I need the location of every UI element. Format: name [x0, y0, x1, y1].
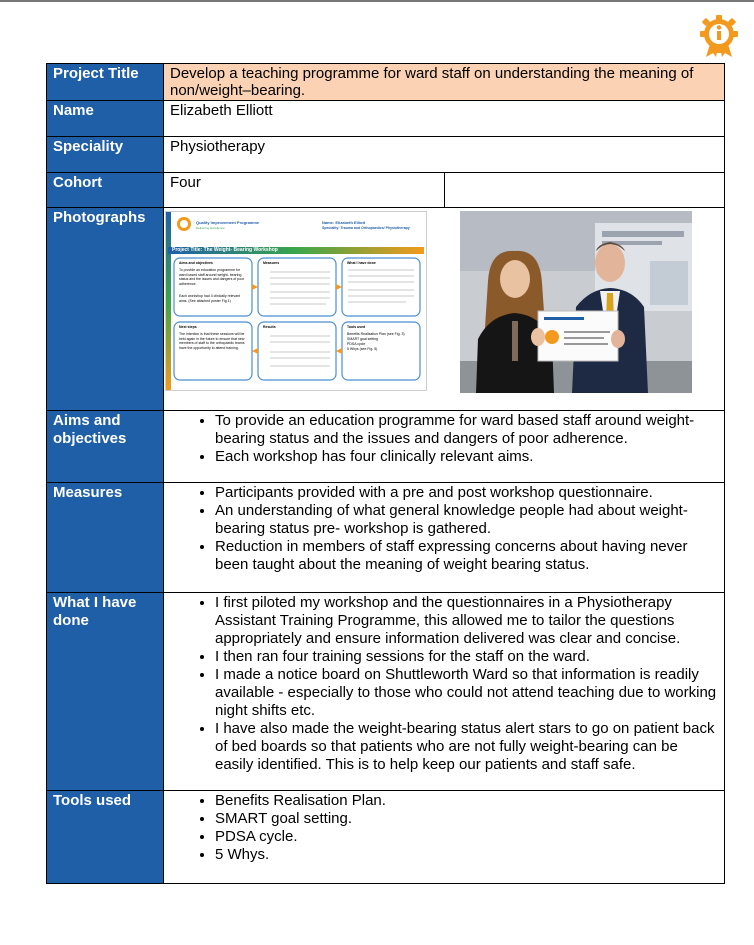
aims-list: [170, 412, 718, 466]
speciality-row: [47, 137, 725, 173]
tools-item: • Benefits Realisation Plan.: [215, 792, 718, 810]
cohort-row: [47, 173, 725, 208]
tools-label: Tools used: [47, 791, 164, 884]
measures-label: Measures: [47, 483, 164, 593]
project-title-value: Develop a teaching programme for ward staff on understanding the meaning of non/weight–bearing.: [164, 64, 725, 101]
aims-row: [47, 411, 725, 483]
tools-list: [170, 792, 718, 864]
cohort-value: Four: [164, 173, 445, 208]
poster-thumbnail: [165, 211, 427, 391]
speciality-label: Speciality: [47, 137, 164, 173]
top-rule: [0, 0, 754, 2]
done-item: • I then ran four training sessions for the staff on the ward.: [215, 648, 718, 666]
poster-header-title: Quality Improvement Programme: [196, 220, 260, 225]
name-value: Elizabeth Elliott: [164, 101, 725, 137]
poster-box-title-aims: Aims and objectives: [179, 261, 213, 265]
aims-item: • Each workshop has four clinically relevant aims.: [215, 448, 718, 466]
poster-speciality: Speciality: Trauma and Orthopaedics/ Physiotherapy: [322, 226, 410, 230]
poster-aims-text-2: Each workshop had 4 clinically relevant aims. (See attached poster Fig.1): [179, 294, 241, 303]
project-title-label: Project Title: [47, 64, 164, 101]
cohort-label: Cohort: [47, 173, 164, 208]
done-row: [47, 593, 725, 791]
done-list: [170, 594, 718, 774]
quality-improvement-logo-icon: [697, 14, 741, 58]
poster-tools-list: Benefits Realisation Plan (see Fig. 3) SMART goal setting PDSA cycle 5 Whys (see Fig. 5): [347, 332, 405, 351]
poster-box-title-done: What I have done: [347, 261, 376, 265]
measures-row: [47, 483, 725, 593]
poster-box-title-measures: Measures: [263, 261, 280, 265]
measures-item: • Reduction in members of staff expressing concerns about having never been taught about the meaning of weight bearing status.: [215, 538, 718, 574]
cohort-empty-cell: [444, 173, 725, 208]
name-row: [47, 101, 725, 137]
poster-next-text: The intention is that these sessions will be held again in the future to ensure that new members of staff to the orthopaedic teams have the opportunity to attend training.: [179, 332, 245, 350]
aims-cell: [164, 411, 725, 483]
tools-item: • 5 Whys.: [215, 846, 718, 864]
tools-row: [47, 791, 725, 884]
measures-list: [170, 484, 718, 574]
aims-item: • To provide an education programme for ward based staff around weight-bearing status and the issues and dangers of poor adherence.: [215, 412, 718, 448]
poster-box-title-tools: Tools used: [347, 325, 366, 329]
measures-item: • An understanding of what general knowledge people had about weight-bearing status pre- workshop is gathered.: [215, 502, 718, 538]
poster-project-bar: Project Title: The Weight- Bearing Workshop: [172, 247, 278, 253]
aims-label: Aims and objectives: [47, 411, 164, 483]
poster-name: Name: Elizabeth Elliott: [322, 220, 366, 225]
done-item: • I made a notice board on Shuttleworth Ward so that information is readily available - especially to those who could not attend teaching due to working night shifts etc.: [215, 666, 718, 720]
measures-item: • Participants provided with a pre and post workshop questionnaire.: [215, 484, 718, 502]
poster-header-sub: Delivering Excellence: [196, 226, 225, 230]
photographs-row: [47, 208, 725, 411]
speciality-value: Physiotherapy: [164, 137, 725, 173]
poster-box-title-next: Next steps: [179, 325, 197, 329]
done-item: • I have also made the weight-bearing status alert stars to go on patient back of bed boards so that patients who are not fully weight-bearing can be easily identified. This is to help keep our patients and staff safe.: [215, 720, 718, 774]
poster-box-title-results: Results: [263, 325, 276, 329]
poster-aims-text-1: To provide an education programme for ward based staff around weight- bearing status and the issues and dangers of poor adherence.: [179, 268, 245, 286]
photographs-label: Photographs: [47, 208, 164, 411]
project-title-row: [47, 64, 725, 101]
photographs-cell: [164, 208, 725, 411]
done-label: What I have done: [47, 593, 164, 791]
presenter-photo: [460, 211, 692, 393]
tools-item: • SMART goal setting.: [215, 810, 718, 828]
tools-cell: [164, 791, 725, 884]
done-cell: [164, 593, 725, 791]
name-label: Name: [47, 101, 164, 137]
project-table: [46, 63, 725, 884]
measures-cell: [164, 483, 725, 593]
tools-item: • PDSA cycle.: [215, 828, 718, 846]
done-item: • I first piloted my workshop and the questionnaires in a Physiotherapy Assistant Training Programme, this allowed me to tailor the questions appropriately and ensure information delivered was clear and concise.: [215, 594, 718, 648]
